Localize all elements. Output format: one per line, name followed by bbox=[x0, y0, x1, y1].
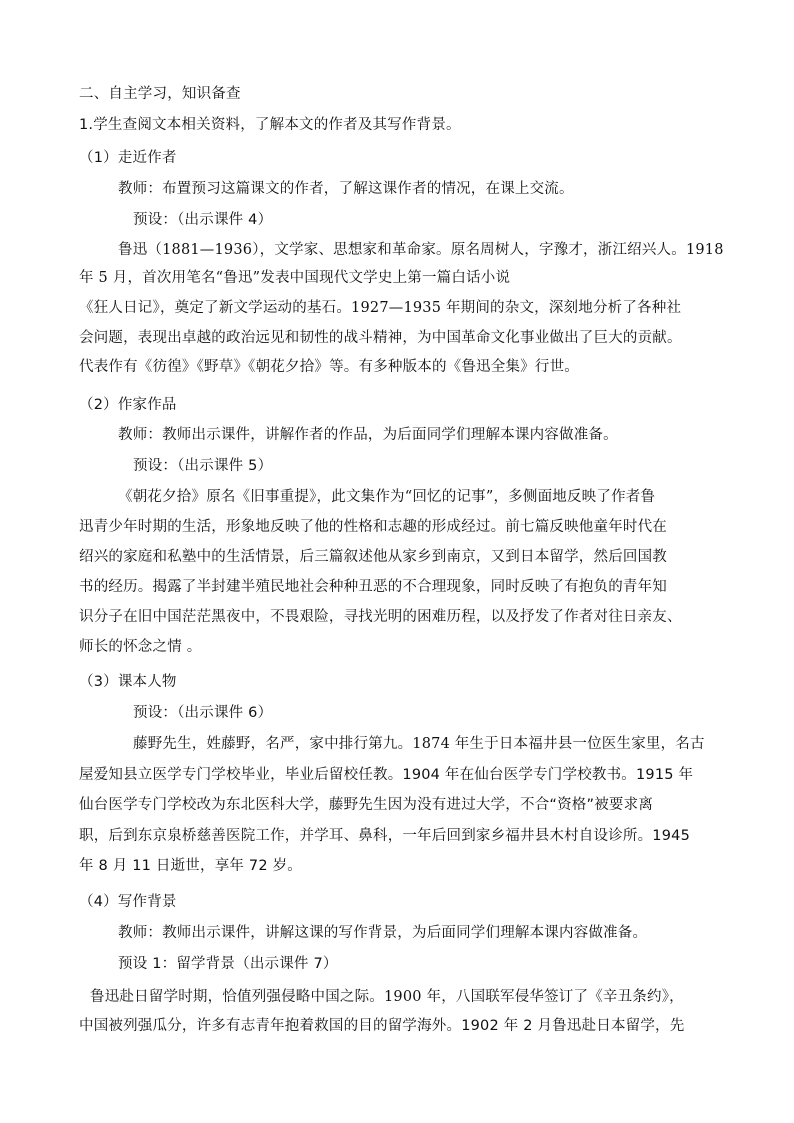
paragraph-line: 师长的怀念之情 。 bbox=[79, 639, 202, 655]
paragraph-line: 藤野先生，姓藤野，名严，家中排行第九。1874 年生于日本福井县一位医生家里，名古 bbox=[133, 736, 705, 752]
paragraph-line: 迅青少年时期的生活，形象地反映了他的性格和志趣的形成经过。前七篇反映他童年时代在 bbox=[79, 519, 667, 535]
paragraph-line: 中国被列强瓜分，许多有志青年抱着救国的目的留学海外。1902 年 2 月鲁迅赴日本留学，先 bbox=[79, 1018, 685, 1034]
section-heading: 二、自主学习，知识备查 bbox=[79, 86, 241, 102]
paragraph-line: 代表作有《彷徨》《野草》《朝花夕拾》等。有多种版本的《鲁迅全集》行世。 bbox=[79, 359, 579, 375]
teacher-instruction: 教师：教师出示课件，讲解这课的写作背景，为后面同学们理解本课内容做准备。 bbox=[118, 925, 648, 941]
paragraph-line: 绍兴的家庭和私塾中的生活情景，后三篇叙述他从家乡到南京，又到日本留学，然后回国教 bbox=[79, 549, 667, 565]
preset-line: 预设：（出示课件 6） bbox=[133, 705, 273, 721]
paragraph-line: 年 5 月，首次用笔名“鲁迅”发表中国现代文学史上第一篇白话小说 bbox=[79, 270, 511, 286]
paragraph-line: 《朝花夕拾》原名《旧事重提》，此文集作为“回忆的记事”，多侧面地反映了作者鲁 bbox=[118, 489, 656, 505]
preset-line: 预设：（出示课件 4） bbox=[133, 212, 273, 228]
paragraph-line: 屋爱知县立医学专门学校毕业，毕业后留校任教。1904 年在仙台医学专门学校教书。1915 年 bbox=[79, 767, 694, 783]
paragraph-line: 年 8 月 11 日逝世，享年 72 岁。 bbox=[79, 858, 302, 874]
subheading-works: （2）作家作品 bbox=[79, 397, 177, 413]
paragraph-line: 识分子在旧中国茫茫黑夜中，不畏艰险，寻找光明的困难历程，以及抒发了作者对往日亲友、 bbox=[79, 609, 682, 625]
paragraph-line: 职，后到东京泉桥慈善医院工作，并学耳、鼻科，一年后回到家乡福井县木村自设诊所。1945 bbox=[79, 828, 690, 844]
paragraph-line: 书的经历。揭露了半封建半殖民地社会种种丑恶的不合理现象，同时反映了有抱负的青年知 bbox=[79, 579, 667, 595]
preset-line: 预设 1：留学背景（出示课件 7） bbox=[118, 956, 338, 972]
task-heading: 1.学生查阅文本相关资料，了解本文的作者及其写作背景。 bbox=[79, 117, 461, 133]
paragraph-line: 《狂人日记》，奠定了新文学运动的基石。1927—1935 年期间的杂文，深刻地分析了各种社 bbox=[79, 300, 682, 316]
teacher-instruction: 教师：教师出示课件，讲解作者的作品，为后面同学们理解本课内容做准备。 bbox=[118, 427, 618, 443]
paragraph-line: 仙台医学专门学校改为东北医科大学，藤野先生因为没有进过大学，不合“资格”被要求离 bbox=[79, 797, 654, 813]
subheading-background: （4）写作背景 bbox=[79, 894, 177, 910]
subheading-author: （1）走近作者 bbox=[79, 150, 177, 166]
paragraph-line: 鲁迅（1881—1936），文学家、思想家和革命家。原名周树人，字豫才，浙江绍兴人。1918 bbox=[118, 242, 724, 258]
subheading-character: （3）课本人物 bbox=[79, 674, 177, 690]
paragraph-line: 鲁迅赴日留学时期，恰值列强侵略中国之际。1900 年，八国联军侵华签订了《辛丑条约》， bbox=[90, 989, 684, 1005]
preset-line: 预设：（出示课件 5） bbox=[133, 458, 273, 474]
teacher-instruction: 教师：布置预习这篇课文的作者，了解这课作者的情况，在课上交流。 bbox=[118, 181, 574, 197]
paragraph-line: 会问题，表现出卓越的政治远见和韧性的战斗精神，为中国革命文化事业做出了巨大的贡献。 bbox=[79, 330, 682, 346]
